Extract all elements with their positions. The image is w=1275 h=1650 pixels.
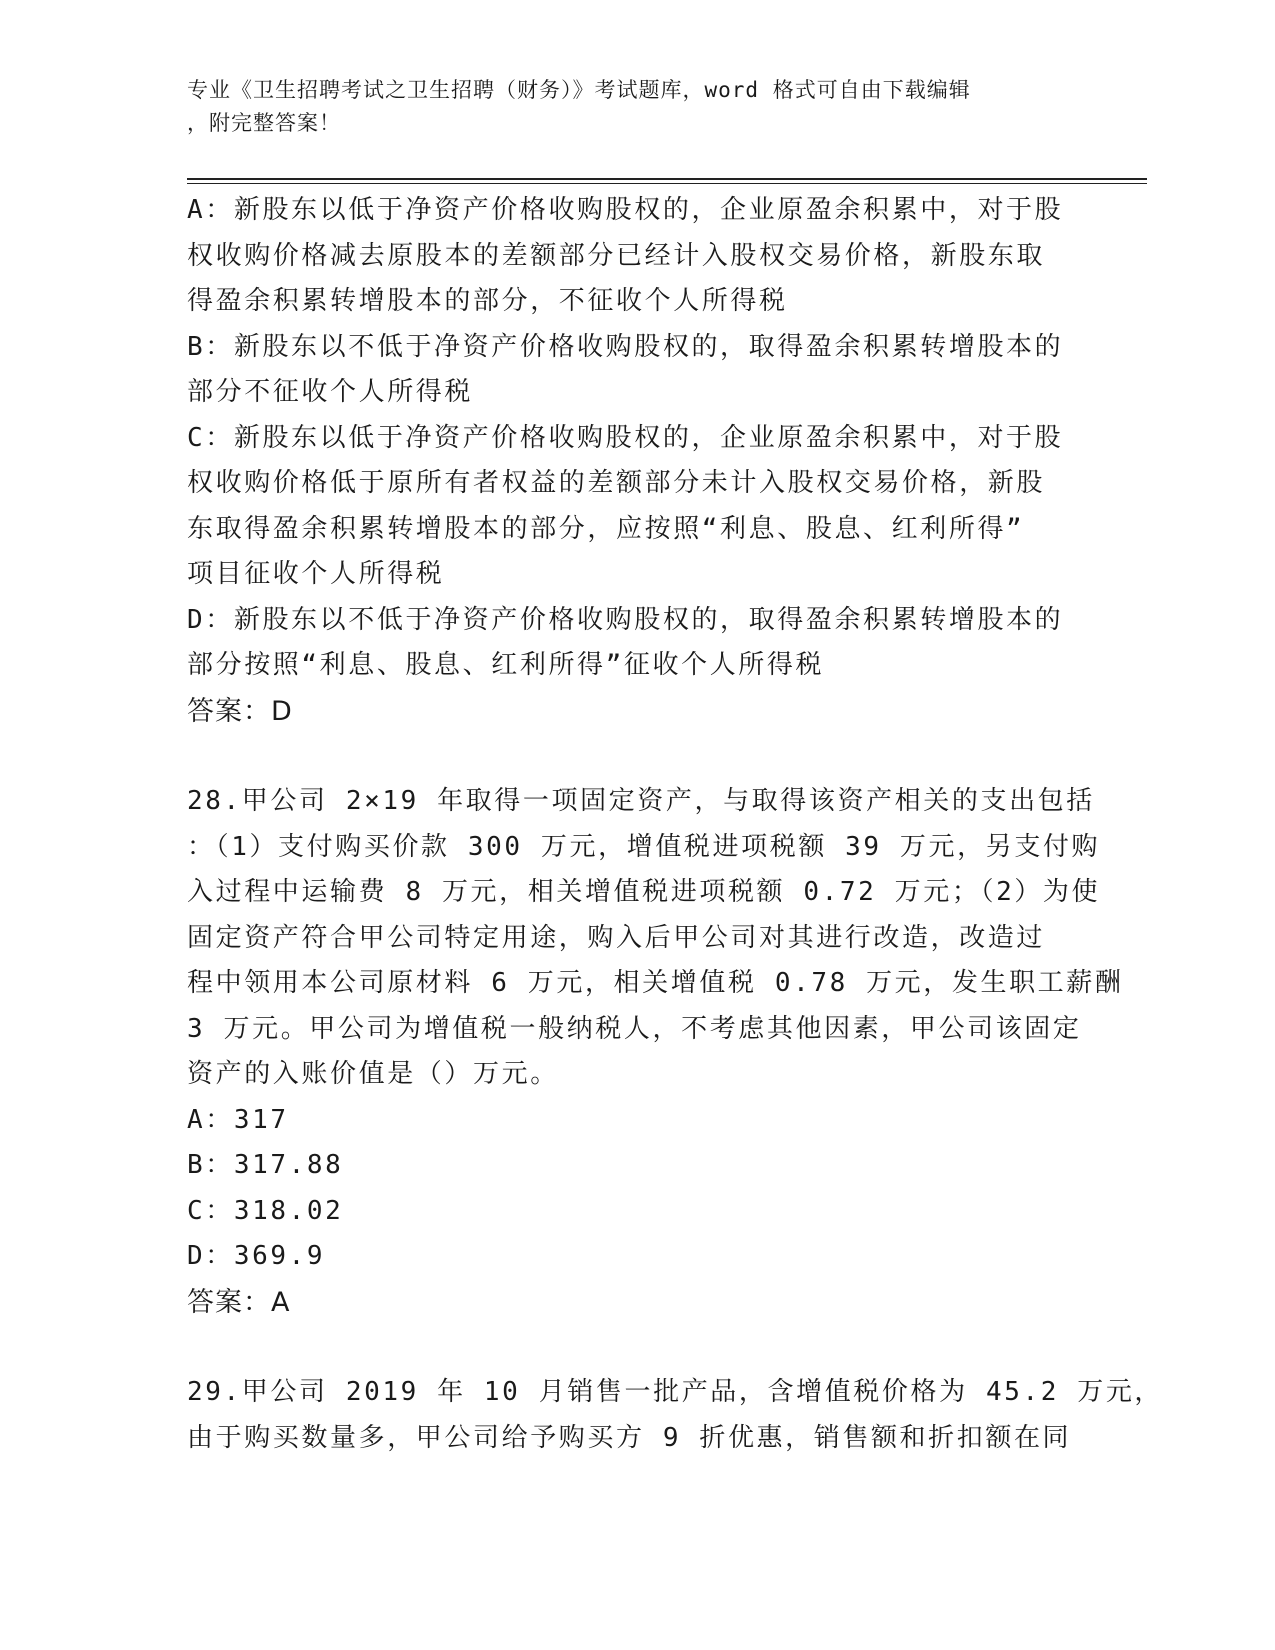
option-line: D：新股东以不低于净资产价格收购股权的，取得盈余积累转增股本的 bbox=[187, 604, 1064, 635]
option-line: 得盈余积累转增股本的部分，不征收个人所得税 bbox=[187, 286, 788, 316]
header-line-1: 专业《卫生招聘考试之卫生招聘（财务）》考试题库，word 格式可自由下载编辑 bbox=[187, 78, 971, 102]
header-line-2: ，附完整答案！ bbox=[187, 111, 341, 135]
option-line: 部分按照“利息、股息、红利所得”征收个人所得税 bbox=[187, 650, 825, 680]
option-line: 权收购价格减去原股本的差额部分已经计入股权交易价格，新股东取 bbox=[187, 240, 1046, 271]
option-line: A：新股东以低于净资产价格收购股权的，企业原盈余积累中，对于股 bbox=[187, 195, 1064, 225]
stem-line: 固定资产符合甲公司特定用途，购入后甲公司对其进行改造，改造过 bbox=[187, 922, 1046, 953]
question-stem bbox=[187, 779, 1124, 1098]
stem-line: 由于购买数量多，甲公司给予购买方 9 折优惠，销售额和折扣额在同 bbox=[187, 1422, 1072, 1453]
option-d: D：369.9 bbox=[187, 1241, 326, 1271]
option-line: 权收购价格低于原所有者权益的差额部分未计入股权交易价格，新股 bbox=[187, 468, 1046, 498]
answer-label: 答案：A bbox=[187, 1286, 291, 1318]
stem-line: 29.甲公司 2019 年 10 月销售一批产品，含增值税价格为 45.2 万元， bbox=[187, 1377, 1164, 1407]
stem-line: 资产的入账价值是（）万元。 bbox=[187, 1059, 559, 1089]
option-d bbox=[187, 598, 1087, 689]
question-29 bbox=[187, 1370, 1164, 1461]
document-body bbox=[187, 188, 1164, 1461]
stem-line: 3 万元。甲公司为增值税一般纳税人，不考虑其他因素，甲公司该固定 bbox=[187, 1013, 1082, 1044]
header-divider-thick bbox=[187, 178, 1147, 180]
option-b: B：317.88 bbox=[187, 1150, 344, 1180]
option-line: 东取得盈余积累转增股本的部分，应按照“利息、股息、红利所得” bbox=[187, 513, 1025, 544]
option-a bbox=[187, 188, 1087, 325]
question-27 bbox=[187, 188, 1087, 734]
option-line: 项目征收个人所得税 bbox=[187, 559, 445, 589]
option-b bbox=[187, 325, 1087, 416]
stem-line: 程中领用本公司原材料 6 万元，相关增值税 0.78 万元，发生职工薪酬 bbox=[187, 968, 1124, 998]
option-c: C：318.02 bbox=[187, 1195, 344, 1226]
option-c bbox=[187, 416, 1087, 598]
question-spacer bbox=[187, 1325, 1087, 1370]
option-line: B：新股东以不低于净资产价格收购股权的，取得盈余积累转增股本的 bbox=[187, 331, 1064, 362]
answer-label: 答案：D bbox=[187, 695, 293, 727]
option-line: C：新股东以低于净资产价格收购股权的，企业原盈余积累中，对于股 bbox=[187, 422, 1064, 453]
stem-line: 入过程中运输费 8 万元，相关增值税进项税额 0.72 万元；（2）为使 bbox=[187, 877, 1101, 907]
header-divider-thin bbox=[187, 183, 1147, 184]
question-28 bbox=[187, 779, 1124, 1325]
question-spacer bbox=[187, 734, 1087, 779]
stem-line: ：（1）支付购买价款 300 万元，增值税进项税额 39 万元，另支付购 bbox=[187, 831, 1101, 862]
document-header bbox=[187, 74, 1067, 140]
stem-line: 28.甲公司 2×19 年取得一项固定资产，与取得该资产相关的支出包括 bbox=[187, 786, 1095, 816]
option-line: 部分不征收个人所得税 bbox=[187, 377, 474, 407]
option-a: A：317 bbox=[187, 1104, 289, 1135]
